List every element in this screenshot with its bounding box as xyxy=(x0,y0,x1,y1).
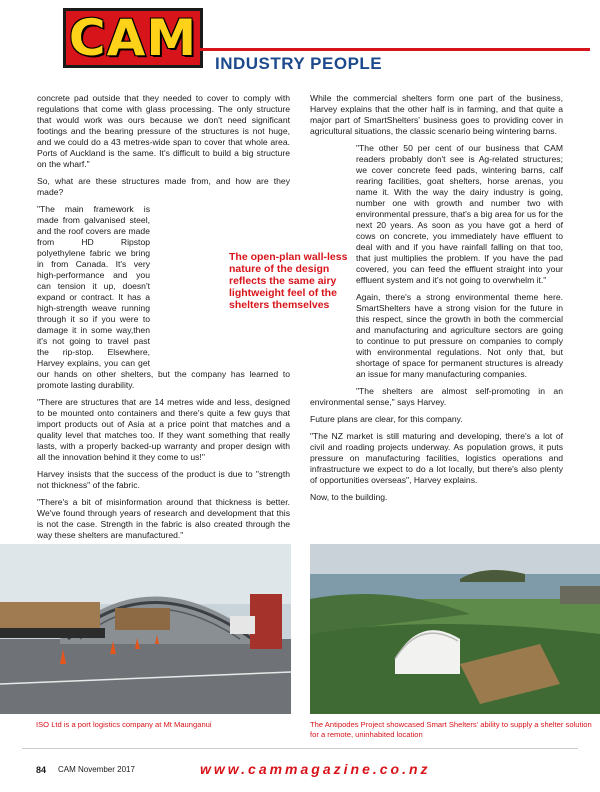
paragraph: "The main framework is made from galvanised steel, and the roof covers are made from HD Ripstop polyethylene fabric we bring in from Canada. It's very high-performance and you can tension it up, doesn't expand or contract. It has a high-strength weave running through it so if you were to damage it in some way,then it's not going to travel past the rip-stop. Elsewhere, Harvey explains, you can get our hands on other shelters, but the company has learned to promote lasting durability. xyxy=(37,204,290,390)
page-number: 84 xyxy=(36,765,47,775)
cam-logo xyxy=(63,8,203,68)
section-title: INDUSTRY PEOPLE xyxy=(215,54,383,73)
left-column xyxy=(37,93,290,586)
footer-rule xyxy=(22,748,578,749)
pull-quote: The open-plan wall-less nature of the design reflects the same airy lightweight feel of the shelters themselves xyxy=(229,251,348,311)
logo-text: CAM xyxy=(68,9,198,67)
right-column xyxy=(310,93,563,509)
paragraph: concrete pad outside that they needed to cover to comply with regulations that come with glass processing. The only structure that would work was ours because we don't need significant footings and the bearing pressure of the structures is not huge, and we could do a 43 metres-wide span to cover that whole area. Ports of Auckland is the same. It's difficult to build a big structure on the wharf." xyxy=(37,93,290,169)
magazine-issue: CAM November 2017 xyxy=(58,765,135,774)
paragraph: "The NZ market is still maturing and developing, there's a lot of civil and roading projects underway. As population grows, it puts pressure on manufacturing facilities, logistics operations and infrastructure we expect to do a lot locally, but there's also plenty of opportunities overseas", Harvey explains. xyxy=(310,431,563,485)
paragraph: While the commercial shelters form one part of the business, Harvey explains that the other half is in farming, and that quite a major part of SmartShelters' business goes to providing cover in agricultural situations, the classic scenario being wintering barns. xyxy=(310,93,563,136)
header-rule xyxy=(200,48,590,51)
photo-caption-left: ISO Ltd is a port logistics company at Mt Maunganui xyxy=(36,720,212,729)
island-shelter-illustration xyxy=(310,544,600,714)
paragraph: "The other 50 per cent of our business that CAM readers probably don't see is Ag-related structures; we cover concrete feed pads, wintering barns, calf rearing facilities, goat shelters, horse arenas, you name it. With the way the dairy industry is going, number one with growth and number two with environmental pressure, that's a big area for us for the next 20 years. As soon as you have got a herd of cows on concrete, you immediately have effluent to deal with and if you have rainfall falling on that too, that just multiplies the problem. If you have the pad covered, you can feed the effluent straight into your effluent system and it's not going to overwhelm it." xyxy=(356,143,563,285)
page-header xyxy=(0,0,600,86)
port-shelter-photo xyxy=(0,544,291,714)
paragraph: Now, to the building. xyxy=(310,492,388,502)
antipodes-shelter-photo xyxy=(310,544,600,714)
paragraph: "There are structures that are 14 metres wide and less, designed to be mounted onto containers and there's quite a few guys that import products out of Asia at a price point that matches and a quality level that matches too. If they want something that really lasts, with a properly backed-up warranty and proper design with all the innovation behind it they come to us!" xyxy=(37,397,290,462)
paragraph: Harvey insists that the success of the product is due to "strength not thickness" of the fabric. xyxy=(37,469,290,490)
port-shelter-illustration xyxy=(0,544,291,714)
paragraph: "The shelters are almost self-promoting in an environmental sense," says Harvey. xyxy=(310,386,563,407)
website-link[interactable]: www.cammagazine.co.nz xyxy=(200,761,431,777)
paragraph: Future plans are clear, for this company. xyxy=(310,414,463,424)
paragraph: Again, there's a strong environmental theme here. SmartShelters have a strong vision for the future in this respect, since the growth in both the commercial and manufacturing and agriculture sectors are going to continue to put pressure on companies to comply with environmental regulations. Not only that, but shortage of space for permanent structures is already an issue for many manufacturing companies. xyxy=(356,292,563,379)
pull-quote-space xyxy=(310,243,356,391)
paragraph: So, what are these structures made from, and how are they made? xyxy=(37,176,290,197)
photo-caption-right: The Antipodes Project showcased Smart Shelters' ability to supply a shelter solution for a remote, uninhabited location xyxy=(310,720,592,739)
paragraph: "There's a bit of misinformation around that thickness is better. We've found through years of research and development that this is not the case. Strength in the fabric is also created through the way these shelters are manufactured." xyxy=(37,497,290,540)
